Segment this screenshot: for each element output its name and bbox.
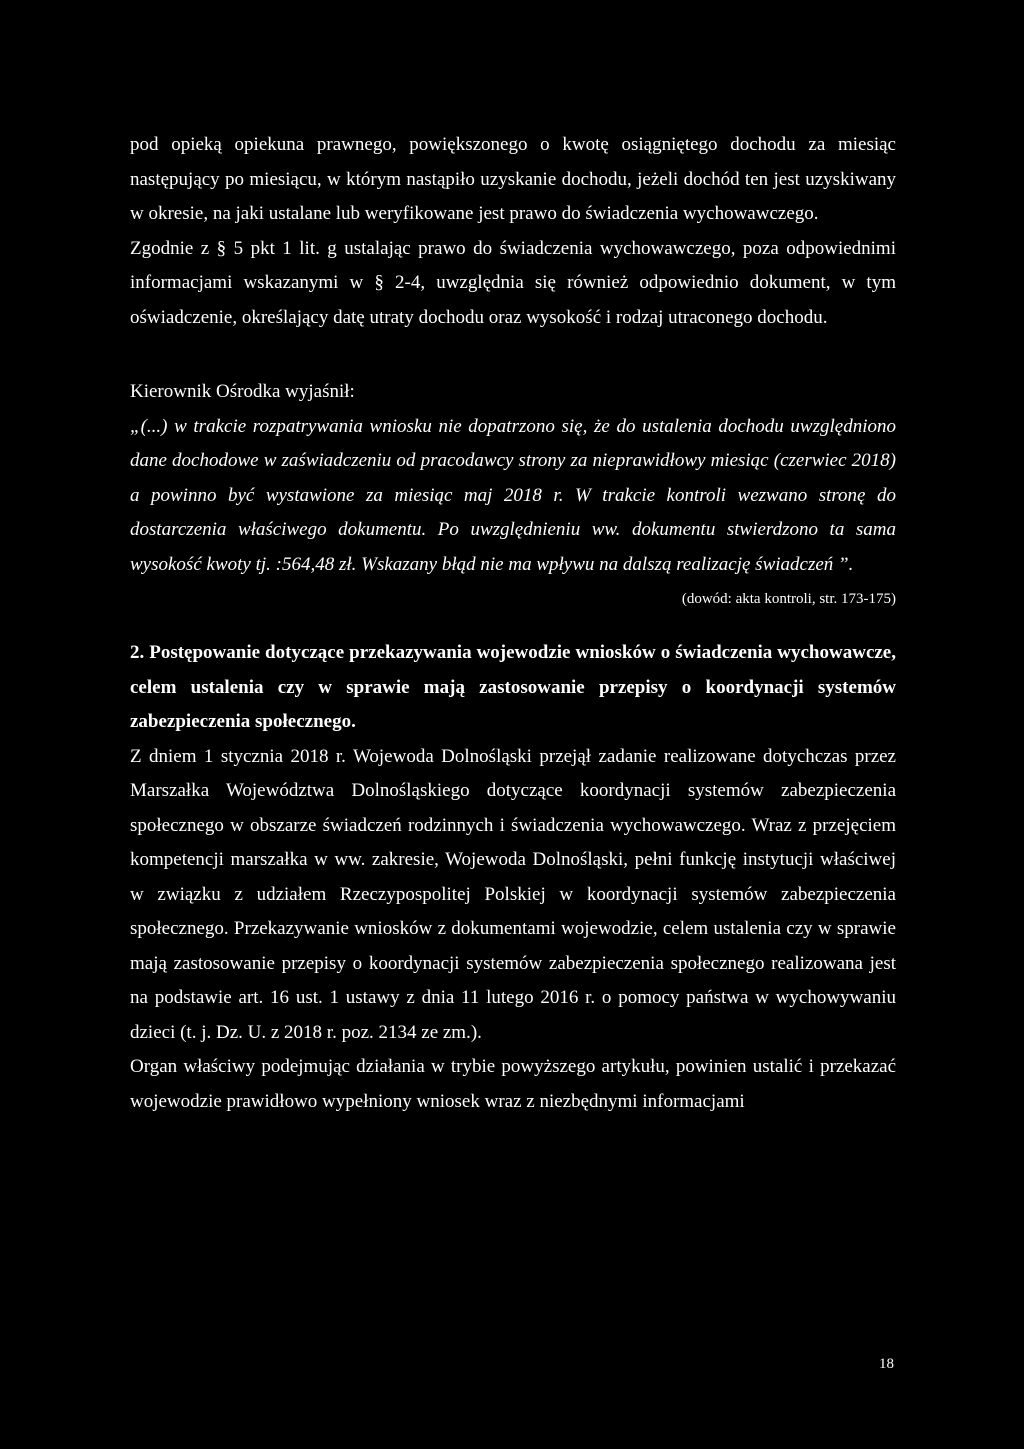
- paragraph-5: Organ właściwy podejmując działania w trybie powyższego artykułu, powinien ustalić i przekazać wojewodzie prawidłowo wypełniony wniosek wraz z niezbędnymi informacjami: [130, 1056, 896, 1112]
- paragraph-1: pod opieką opiekuna prawnego, powiększonego o kwotę osiągniętego dochodu za miesiąc następujący po miesiącu, w którym nastąpiło uzyskanie dochodu, jeżeli dochód ten jest uzyskiwany w okresie, na jaki ustalane lub weryfikowane jest prawo do świadczenia wychowawczego.: [130, 134, 896, 224]
- paragraph-4: Z dniem 1 stycznia 2018 r. Wojewoda Dolnośląski przejął zadanie realizowane dotychczas przez Marszałka Województwa Dolnośląskiego dotyczące koordynacji systemów zabezpieczenia społecznego w obszarze świadczeń rodzinnych i świadczenia wychowawczego. Wraz z przejęciem kompetencji marszałka w ww. zakresie, Wojewoda Dolnośląski, pełni funkcję instytucji właściwej w związku z udziałem Rzeczypospolitej Polskiej w koordynacji systemów zabezpieczenia społecznego. Przekazywanie wniosków z dokumentami wojewodzie, celem ustalenia czy w sprawie mają zastosowanie przepisy o koordynacji systemów zabezpieczenia społecznego realizowana jest na podstawie art. 16 ust. 1 ustawy z dnia 11 lutego 2016 r. o pomocy państwa w wychowywaniu dzieci (t. j. Dz. U. z 2018 r. poz. 2134 ze zm.).: [130, 745, 896, 1043]
- document-body: [130, 128, 896, 1119]
- section-heading: 2. Postępowanie dotyczące przekazywania wojewodzie wniosków o świadczenia wychowawcze, celem ustalenia czy w sprawie mają zastosowanie przepisy o koordynacji systemów zabezpieczenia społecznego.: [130, 642, 896, 732]
- page-number: 18: [879, 1356, 894, 1372]
- quote-paragraph: „(...) w trakcie rozpatrywania wniosku nie dopatrzono się, że do ustalenia dochodu uwzględniono dane dochodowe w zaświadczeniu od pracodawcy strony za nieprawidłowy miesiąc (czerwiec 2018) a powinno być wystawione za miesiąc maj 2018 r. W trakcie kontroli wezwano stronę do dostarczenia właściwego dokumentu. Po uwzględnieniu ww. dokumentu stwierdzono ta sama wysokość kwoty tj. :564,48 zł. Wskazany błąd nie ma wpływu na dalszą realizację świadczeń ”.: [130, 415, 896, 575]
- paragraph-3: Kierownik Ośrodka wyjaśnił:: [130, 381, 355, 402]
- paragraph-2: Zgodnie z § 5 pkt 1 lit. g ustalając prawo do świadczenia wychowawczego, poza odpowiednimi informacjami wskazanymi w § 2-4, uwzględnia się również odpowiednio dokument, w tym oświadczenie, określający datę utraty dochodu oraz wysokość i rodzaj utraconego dochodu.: [130, 237, 896, 328]
- source-reference: (dowód: akta kontroli, str. 173-175): [681, 591, 896, 607]
